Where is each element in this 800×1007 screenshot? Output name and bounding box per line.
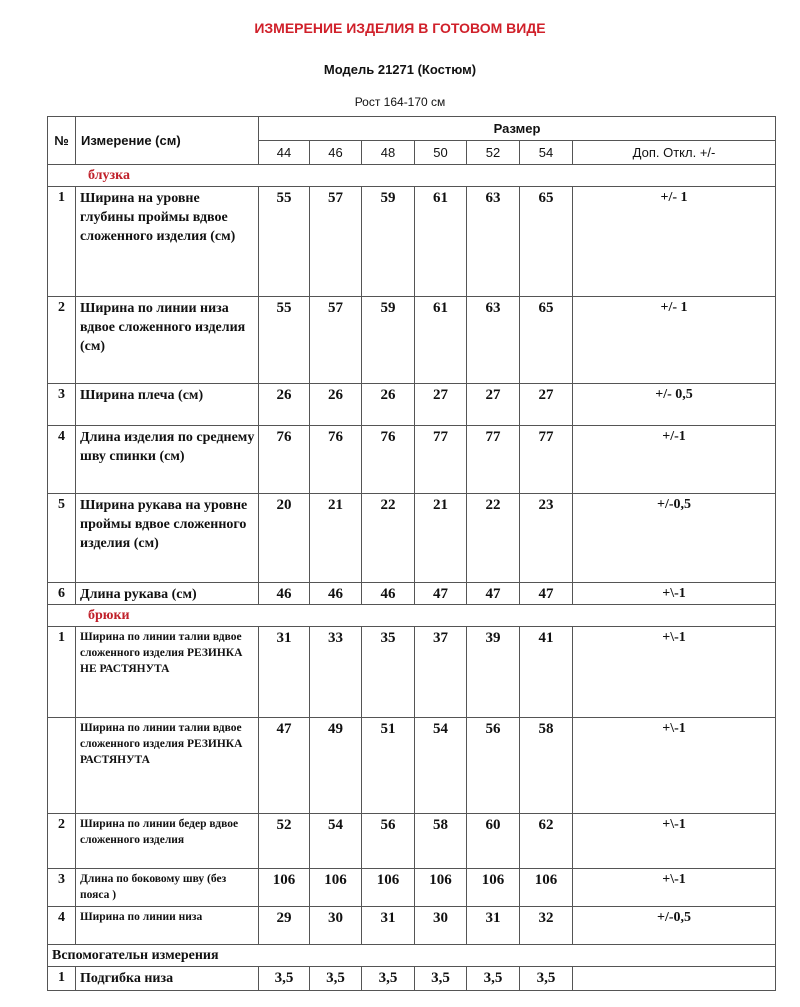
size-value: 58 <box>415 814 467 869</box>
size-value: 39 <box>467 627 520 718</box>
size-value: 21 <box>415 494 467 583</box>
header-tolerance: Доп. Откл. +/- <box>573 141 776 165</box>
size-value: 47 <box>467 583 520 605</box>
table-row <box>48 869 776 907</box>
size-value: 47 <box>520 583 573 605</box>
table-row <box>48 627 776 718</box>
row-number: 4 <box>48 907 76 945</box>
size-value: 32 <box>520 907 573 945</box>
header-row <box>48 117 776 141</box>
size-value: 54 <box>415 718 467 814</box>
size-value: 22 <box>467 494 520 583</box>
table-row <box>48 297 776 384</box>
size-value: 3,5 <box>310 967 362 991</box>
size-value: 3,5 <box>467 967 520 991</box>
size-value: 27 <box>415 384 467 426</box>
section-row-blouse <box>48 165 776 187</box>
size-value: 56 <box>362 814 415 869</box>
size-value: 37 <box>415 627 467 718</box>
row-number: 2 <box>48 814 76 869</box>
table-row <box>48 187 776 297</box>
size-value: 77 <box>467 426 520 494</box>
tolerance-value: +/- 0,5 <box>573 384 776 426</box>
header-num: № <box>48 117 76 165</box>
size-value: 60 <box>467 814 520 869</box>
size-value: 106 <box>520 869 573 907</box>
measurement-label: Ширина по линии низа <box>76 907 259 945</box>
size-value: 3,5 <box>520 967 573 991</box>
size-value: 57 <box>310 187 362 297</box>
measurement-label: Ширина по линии талии вдвое сложенного изделия РЕЗИНКА НЕ РАСТЯНУТА <box>76 627 259 718</box>
size-value: 30 <box>310 907 362 945</box>
measurement-label: Длина изделия по среднему шву спинки (см) <box>76 426 259 494</box>
size-value: 52 <box>259 814 310 869</box>
size-value: 3,5 <box>415 967 467 991</box>
size-value: 61 <box>415 297 467 384</box>
size-value: 26 <box>362 384 415 426</box>
row-number: 2 <box>48 297 76 384</box>
header-size-cell: 44 <box>259 141 310 165</box>
tolerance-value: +\-1 <box>573 718 776 814</box>
tolerance-value: +/-0,5 <box>573 494 776 583</box>
size-value: 41 <box>520 627 573 718</box>
measurement-label: Ширина плеча (см) <box>76 384 259 426</box>
size-value: 30 <box>415 907 467 945</box>
header-measurement: Измерение (см) <box>76 117 259 165</box>
size-value: 63 <box>467 297 520 384</box>
measurement-label: Ширина на уровне глубины проймы вдвое сложенного изделия (см) <box>76 187 259 297</box>
size-value: 26 <box>310 384 362 426</box>
size-value: 20 <box>259 494 310 583</box>
size-value: 57 <box>310 297 362 384</box>
height-range: Рост 164-170 см <box>354 95 446 109</box>
size-value: 21 <box>310 494 362 583</box>
model-name: Модель 21271 (Костюм) <box>323 62 477 77</box>
tolerance-value: +\-1 <box>573 869 776 907</box>
header-size-cell: 54 <box>520 141 573 165</box>
size-value: 106 <box>310 869 362 907</box>
size-value: 76 <box>362 426 415 494</box>
size-value: 65 <box>520 297 573 384</box>
measurement-table <box>47 116 776 991</box>
header-size-cell: 48 <box>362 141 415 165</box>
size-value: 77 <box>520 426 573 494</box>
size-value: 26 <box>259 384 310 426</box>
size-value: 23 <box>520 494 573 583</box>
size-value: 55 <box>259 187 310 297</box>
size-value: 22 <box>362 494 415 583</box>
measurement-label: Длина по боковому шву (без пояса ) <box>76 869 259 907</box>
size-value: 58 <box>520 718 573 814</box>
table-row <box>48 907 776 945</box>
row-number: 1 <box>48 967 76 991</box>
size-value: 27 <box>520 384 573 426</box>
document-title: ИЗМЕРЕНИЕ ИЗДЕЛИЯ В ГОТОВОМ ВИДЕ <box>254 20 546 36</box>
size-value: 106 <box>415 869 467 907</box>
tolerance-value <box>573 967 776 991</box>
size-value: 63 <box>467 187 520 297</box>
tolerance-value: +/- 1 <box>573 297 776 384</box>
row-number: 5 <box>48 494 76 583</box>
size-value: 55 <box>259 297 310 384</box>
size-value: 51 <box>362 718 415 814</box>
row-number: 4 <box>48 426 76 494</box>
header-size-cell: 50 <box>415 141 467 165</box>
size-value: 33 <box>310 627 362 718</box>
table-row <box>48 718 776 814</box>
size-value: 46 <box>310 583 362 605</box>
section-label-aux: Вспомогательн измерения <box>48 945 776 967</box>
section-label-blouse: блузка <box>48 165 776 187</box>
table-row <box>48 494 776 583</box>
section-label-trousers: брюки <box>48 605 776 627</box>
size-value: 46 <box>362 583 415 605</box>
tolerance-value: +\-1 <box>573 814 776 869</box>
size-value: 106 <box>467 869 520 907</box>
measurement-label: Ширина по линии низа вдвое сложенного изделия (см) <box>76 297 259 384</box>
size-value: 106 <box>259 869 310 907</box>
size-value: 49 <box>310 718 362 814</box>
size-value: 35 <box>362 627 415 718</box>
measurement-label: Ширина рукава на уровне проймы вдвое сложенного изделия (см) <box>76 494 259 583</box>
tolerance-value: +/-0,5 <box>573 907 776 945</box>
header-size-cell: 52 <box>467 141 520 165</box>
measurement-label: Подгибка низа <box>76 967 259 991</box>
size-value: 59 <box>362 187 415 297</box>
size-value: 61 <box>415 187 467 297</box>
size-value: 47 <box>415 583 467 605</box>
size-value: 46 <box>259 583 310 605</box>
size-value: 77 <box>415 426 467 494</box>
size-value: 3,5 <box>259 967 310 991</box>
section-row-trousers <box>48 605 776 627</box>
size-value: 62 <box>520 814 573 869</box>
tolerance-value: +/-1 <box>573 426 776 494</box>
row-number: 3 <box>48 384 76 426</box>
size-value: 54 <box>310 814 362 869</box>
table-row <box>48 583 776 605</box>
header-size-cell: 46 <box>310 141 362 165</box>
table-row <box>48 967 776 991</box>
tolerance-value: +\-1 <box>573 627 776 718</box>
size-value: 29 <box>259 907 310 945</box>
size-value: 3,5 <box>362 967 415 991</box>
tolerance-value: +/- 1 <box>573 187 776 297</box>
size-value: 59 <box>362 297 415 384</box>
table-row <box>48 384 776 426</box>
row-number: 1 <box>48 187 76 297</box>
table-row <box>48 426 776 494</box>
size-value: 76 <box>259 426 310 494</box>
header-size: Размер <box>259 117 776 141</box>
tolerance-value: +\-1 <box>573 583 776 605</box>
size-value: 106 <box>362 869 415 907</box>
size-value: 31 <box>467 907 520 945</box>
measurement-label: Ширина по линии бедер вдвое сложенного изделия <box>76 814 259 869</box>
size-value: 47 <box>259 718 310 814</box>
size-value: 31 <box>259 627 310 718</box>
row-number: 6 <box>48 583 76 605</box>
section-row-aux <box>48 945 776 967</box>
measurement-label: Ширина по линии талии вдвое сложенного изделия РЕЗИНКА РАСТЯНУТА <box>76 718 259 814</box>
size-value: 27 <box>467 384 520 426</box>
row-number: 1 <box>48 627 76 718</box>
size-value: 65 <box>520 187 573 297</box>
measurement-label: Длина рукава (см) <box>76 583 259 605</box>
row-number: 3 <box>48 869 76 907</box>
table-row <box>48 814 776 869</box>
size-value: 76 <box>310 426 362 494</box>
size-value: 31 <box>362 907 415 945</box>
size-value: 56 <box>467 718 520 814</box>
row-number <box>48 718 76 814</box>
